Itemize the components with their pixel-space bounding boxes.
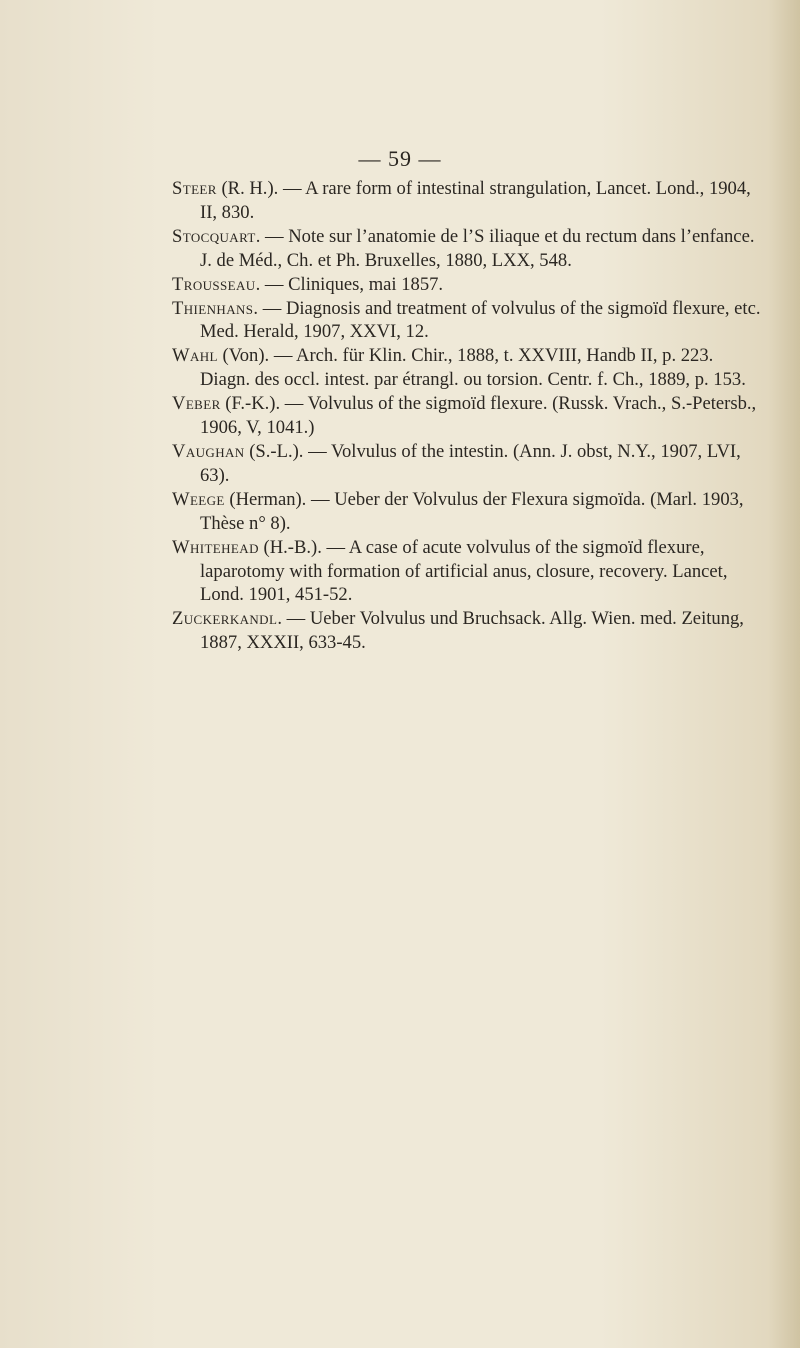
- bibliography-entry: [172, 344, 768, 392]
- entry-text: (H.-B.). — A case of acute volvulus of the sigmoïd flexure, laparotomy with formation of artificial anus, closure, recovery. Lancet, Lond. 1901, 451-52.: [200, 536, 728, 606]
- entry-author: Weege: [172, 488, 225, 510]
- bibliography-entry: [172, 536, 768, 608]
- bibliography-list: [172, 177, 768, 655]
- bibliography-entry: [172, 488, 768, 536]
- entry-text: (Von). — Arch. für Klin. Chir., 1888, t. XXVIII, Handb II, p. 223. Diagn. des occl. intest. par étrangl. ou torsion. Centr. f. Ch., 1889, p. 153.: [200, 345, 746, 391]
- entry-author: Stocquart: [172, 225, 256, 247]
- bibliography-entry: [172, 225, 768, 273]
- entry-text: (Herman). — Ueber der Volvulus der Flexura sigmoïda. (Marl. 1903, Thèse n° 8).: [200, 488, 744, 534]
- entry-author: Trousseau: [172, 273, 256, 295]
- entry-author: Thienhans: [172, 297, 254, 319]
- entry-author: Vaughan: [172, 440, 245, 462]
- entry-author: Zuckerkandl: [172, 608, 278, 630]
- entry-text: (S.-L.). — Volvulus of the intestin. (Ann. J. obst, N.Y., 1907, LVI, 63).: [200, 440, 741, 486]
- page-number: — 59 —: [358, 146, 442, 171]
- entry-text: (F.-K.). — Volvulus of the sigmoïd flexure. (Russk. Vrach., S.-Petersb., 1906, V, 1041.): [200, 393, 757, 439]
- entry-author: Veber: [172, 393, 221, 415]
- bibliography-entry: [172, 273, 768, 297]
- entry-text: . — Ueber Volvulus und Bruchsack. Allg. Wien. med. Zeitung, 1887, XXXII, 633-45.: [200, 608, 744, 654]
- entry-text: . — Cliniques, mai 1857.: [255, 273, 444, 295]
- bibliography-entry: [172, 392, 768, 440]
- entry-text: . — Note sur l’anatomie de l’S iliaque et du rectum dans l’enfance. J. de Méd., Ch. et Ph. Bruxelles, 1880, LXX, 548.: [200, 225, 755, 271]
- bibliography-entry: [172, 297, 768, 345]
- bibliography-entry: [172, 177, 768, 225]
- bibliography-entry: [172, 440, 768, 488]
- bibliography-entry: [172, 607, 768, 655]
- entry-text: (R. H.). — A rare form of intestinal strangulation, Lancet. Lond., 1904, II, 830.: [200, 178, 751, 223]
- entry-author: Steer: [172, 178, 217, 199]
- entry-text: . — Diagnosis and treatment of volvulus of the sigmoïd flexure, etc. Med. Herald, 1907, XXVI, 12.: [200, 297, 761, 343]
- entry-author: Whitehead: [172, 536, 259, 558]
- entry-author: Wahl: [172, 345, 218, 367]
